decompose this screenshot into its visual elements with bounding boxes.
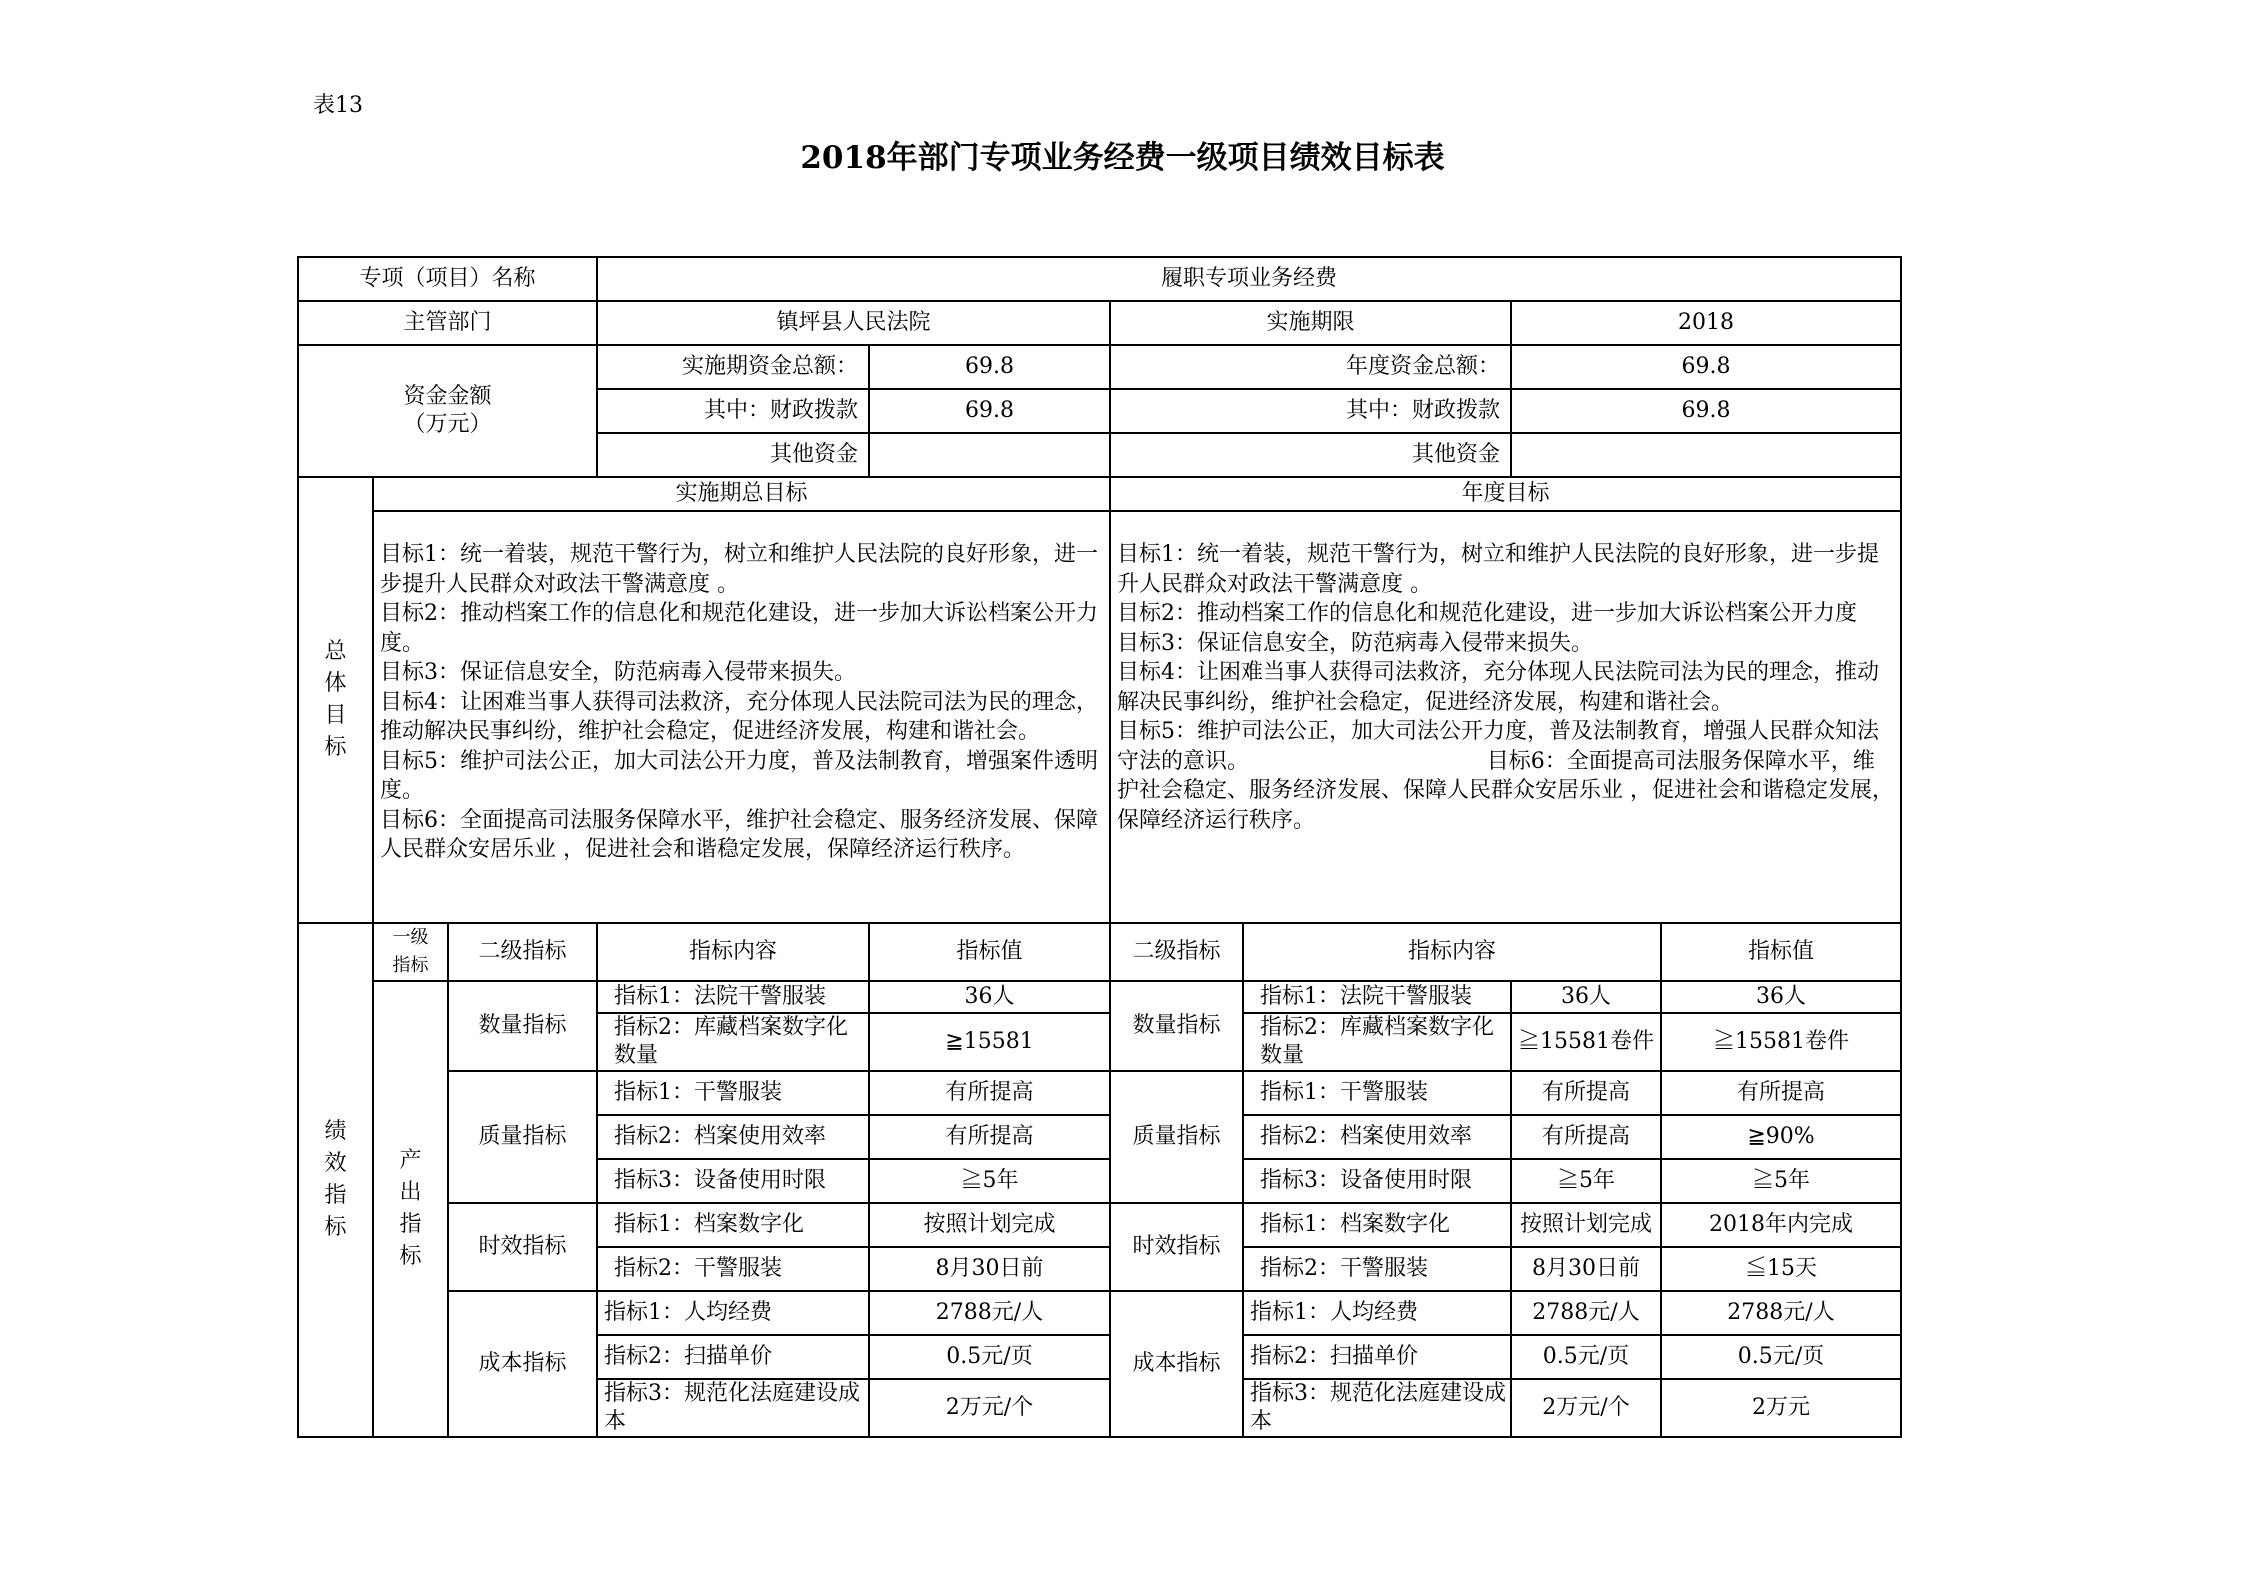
value-header-annual: 指标值: [1661, 923, 1901, 981]
indicator-value-annual: 2万元: [1661, 1379, 1901, 1437]
indicator-mid-value-annual: 36人: [1511, 981, 1661, 1013]
indicator-mid-value-annual: 8月30日前: [1511, 1247, 1661, 1291]
indicator-content: 指标2：库藏档案数字化数量: [597, 1013, 869, 1071]
period-goals-header: 实施期总目标: [373, 477, 1110, 511]
indicator-content: 指标1：档案数字化: [597, 1203, 869, 1247]
indicator-content: 指标3：设备使用时限: [597, 1159, 869, 1203]
level2-indicator: 时效指标: [448, 1203, 597, 1291]
indicator-content-annual: 指标1：人均经费: [1243, 1291, 1511, 1335]
indicator-content-annual: 指标1：法院干警服装: [1243, 981, 1511, 1013]
project-name-label: 专项（项目）名称: [298, 257, 597, 301]
indicator-mid-value-annual: 2万元/个: [1511, 1379, 1661, 1437]
funds-right-value: [1511, 433, 1901, 477]
funds-left-label: 其他资金: [597, 433, 869, 477]
indicator-content: 指标2：档案使用效率: [597, 1115, 869, 1159]
indicator-content: 指标2：干警服装: [597, 1247, 869, 1291]
performance-target-table: [297, 256, 1902, 1438]
table-number-label: 表13: [313, 93, 363, 118]
indicator-value: ≧15581: [869, 1013, 1110, 1071]
value-header: 指标值: [869, 923, 1110, 981]
level2-indicator-annual: 质量指标: [1110, 1071, 1243, 1203]
indicator-value: 8月30日前: [869, 1247, 1110, 1291]
indicator-content-annual: 指标1：干警服装: [1243, 1071, 1511, 1115]
indicator-value-annual: ≦15天: [1661, 1247, 1901, 1291]
funds-amount-label: 资金金额 （万元）: [298, 345, 597, 477]
indicator-mid-value-annual: 有所提高: [1511, 1115, 1661, 1159]
indicator-value: 按照计划完成: [869, 1203, 1110, 1247]
indicator-value-annual: ≧15581卷件: [1661, 1013, 1901, 1071]
funds-right-value: 69.8: [1511, 389, 1901, 433]
level2-indicator: 数量指标: [448, 981, 597, 1071]
indicator-content: 指标2：扫描单价: [597, 1335, 869, 1379]
level2-indicator-annual: 成本指标: [1110, 1291, 1243, 1437]
indicator-value-annual: 36人: [1661, 981, 1901, 1013]
department-label: 主管部门: [298, 301, 597, 345]
indicator-content: 指标3：规范化法庭建设成本: [597, 1379, 869, 1437]
output-indicator-label: [373, 981, 448, 1437]
indicator-mid-value-annual: ≧15581卷件: [1511, 1013, 1661, 1071]
content-header-annual: 指标内容: [1243, 923, 1661, 981]
overall-goals-side-text: 总体目标: [324, 639, 347, 760]
annual-goals-header: 年度目标: [1110, 477, 1901, 511]
indicator-value: 2788元/人: [869, 1291, 1110, 1335]
level2-indicator-annual: 时效指标: [1110, 1203, 1243, 1291]
annual-goals-text: 目标1：统一着装，规范干警行为，树立和维护人民法院的良好形象，进一步提升人民群众对政法干警满意度 。 目标2：推动档案工作的信息化和规范化建设，进一步加大诉讼档案公开力度 目标3：保证信息安全，防范病毒入侵带来损失。 目标4：让困难当事人获得司法救济，充分体现人民法院司法为民的理念，推动解决民事纠纷，维护社会稳定，促进经济发展，构建和谐社会。 目标5：维护司法公正，加大司法公开力度，普及法制教育，增强人民群众知法守法的意识。 目标6：全面提高司法服务保障水平，维护社会稳定、服务经济发展、保障人民群众安居乐业 ，促进社会和谐稳定发展，保障经济运行秩序。: [1110, 511, 1901, 923]
overall-goals-side-label: [298, 477, 373, 923]
level2-indicator: 成本指标: [448, 1291, 597, 1437]
indicator-content-annual: 指标2：库藏档案数字化数量: [1243, 1013, 1511, 1071]
indicator-value-annual: ≧5年: [1661, 1159, 1901, 1203]
indicator-content: 指标1：法院干警服装: [597, 981, 869, 1013]
content-header: 指标内容: [597, 923, 869, 981]
period-label: 实施期限: [1110, 301, 1511, 345]
level1-header: [373, 923, 448, 981]
funds-right-label: 年度资金总额：: [1110, 345, 1511, 389]
indicator-mid-value-annual: ≧5年: [1511, 1159, 1661, 1203]
indicator-value: 36人: [869, 981, 1110, 1013]
funds-right-value: 69.8: [1511, 345, 1901, 389]
indicator-value: 有所提高: [869, 1115, 1110, 1159]
level2-indicator-annual: 数量指标: [1110, 981, 1243, 1071]
funds-left-value: 69.8: [869, 345, 1110, 389]
indicator-value-annual: ≧90%: [1661, 1115, 1901, 1159]
department-value: 镇坪县人民法院: [597, 301, 1110, 345]
project-name-value: 履职专项业务经费: [597, 257, 1901, 301]
indicator-mid-value-annual: 0.5元/页: [1511, 1335, 1661, 1379]
indicator-mid-value-annual: 2788元/人: [1511, 1291, 1661, 1335]
output-indicator-text: 产出指标: [399, 1148, 422, 1269]
funds-right-label: 其他资金: [1110, 433, 1511, 477]
indicator-content: 指标1：干警服装: [597, 1071, 869, 1115]
level2-header: 二级指标: [448, 923, 597, 981]
indicator-content-annual: 指标2：扫描单价: [1243, 1335, 1511, 1379]
indicator-value-annual: 有所提高: [1661, 1071, 1901, 1115]
performance-side-label: [298, 923, 373, 1437]
indicator-value-annual: 2018年内完成: [1661, 1203, 1901, 1247]
indicator-value-annual: 0.5元/页: [1661, 1335, 1901, 1379]
indicator-value: 0.5元/页: [869, 1335, 1110, 1379]
period-goals-text: 目标1：统一着装，规范干警行为，树立和维护人民法院的良好形象，进一步提升人民群众对政法干警满意度 。 目标2：推动档案工作的信息化和规范化建设，进一步加大诉讼档案公开力度。 目标3：保证信息安全，防范病毒入侵带来损失。 目标4：让困难当事人获得司法救济，充分体现人民法院司法为民的理念，推动解决民事纠纷，维护社会稳定，促进经济发展，构建和谐社会。 目标5：维护司法公正，加大司法公开力度，普及法制教育，增强案件透明度。 目标6：全面提高司法服务保障水平，维护社会稳定、服务经济发展、保障人民群众安居乐业 ，促进社会和谐稳定发展，保障经济运行秩序。: [373, 511, 1110, 923]
indicator-mid-value-annual: 按照计划完成: [1511, 1203, 1661, 1247]
level2-header-annual: 二级指标: [1110, 923, 1243, 981]
funds-left-value: 69.8: [869, 389, 1110, 433]
document-title: 2018年部门专项业务经费一级项目绩效目标表: [800, 140, 1445, 176]
funds-right-label: 其中：财政拨款: [1110, 389, 1511, 433]
funds-left-label: 其中：财政拨款: [597, 389, 869, 433]
level2-indicator: 质量指标: [448, 1071, 597, 1203]
funds-left-value: [869, 433, 1110, 477]
period-value: 2018: [1511, 301, 1901, 345]
indicator-content: 指标1：人均经费: [597, 1291, 869, 1335]
indicator-value: ≧5年: [869, 1159, 1110, 1203]
indicator-content-annual: 指标2：档案使用效率: [1243, 1115, 1511, 1159]
funds-left-label: 实施期资金总额：: [597, 345, 869, 389]
indicator-mid-value-annual: 有所提高: [1511, 1071, 1661, 1115]
indicator-content-annual: 指标3：规范化法庭建设成本: [1243, 1379, 1511, 1437]
indicator-value-annual: 2788元/人: [1661, 1291, 1901, 1335]
indicator-value: 有所提高: [869, 1071, 1110, 1115]
indicator-content-annual: 指标3：设备使用时限: [1243, 1159, 1511, 1203]
indicator-content-annual: 指标1：档案数字化: [1243, 1203, 1511, 1247]
indicator-value: 2万元/个: [869, 1379, 1110, 1437]
indicator-content-annual: 指标2：干警服装: [1243, 1247, 1511, 1291]
performance-side-text: 绩效指标: [324, 1119, 347, 1240]
level1-header-text: 一级指标: [392, 927, 429, 976]
